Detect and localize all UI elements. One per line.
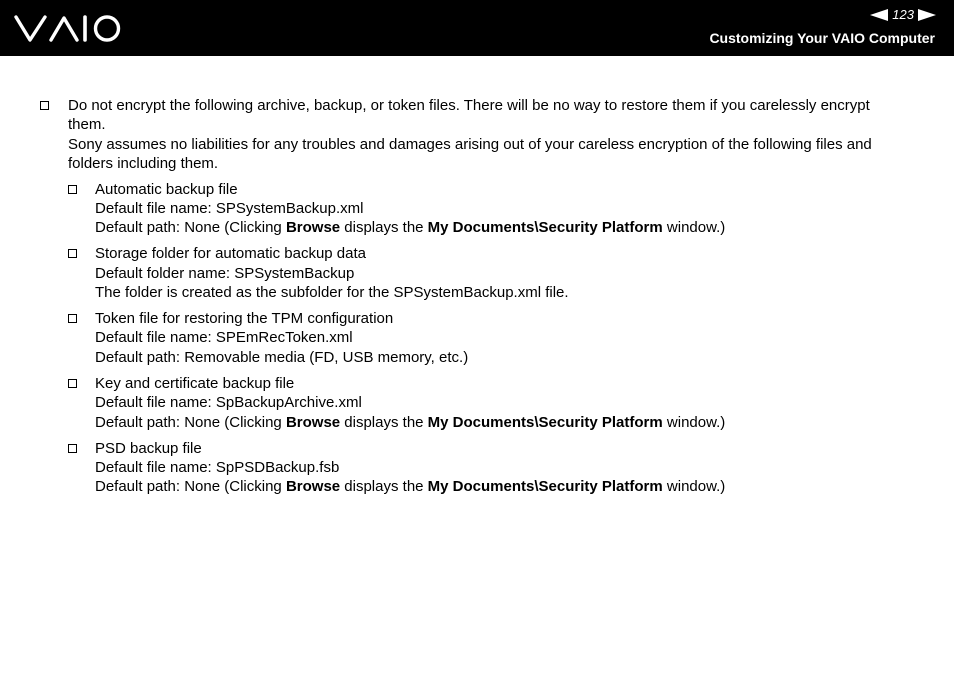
previous-page-arrow-icon[interactable] — [870, 9, 888, 21]
item-detail: Default file name: SpPSDBackup.fsb — [95, 458, 340, 476]
item-detail: Default file name: SpBackupArchive.xml — [95, 394, 362, 412]
warning-list-item — [0, 96, 954, 174]
item-title: Token file for restoring the TPM configuration — [95, 310, 394, 328]
file-list-item — [0, 244, 954, 302]
checkbox-bullet-icon — [68, 185, 77, 194]
item-detail: Default file name: SPSystemBackup.xml — [95, 200, 364, 218]
page-content — [0, 96, 954, 503]
page-navigation — [870, 7, 936, 23]
checkbox-bullet-icon — [68, 249, 77, 258]
browse-label: Browse — [285, 219, 341, 237]
item-path: Default path: None (Clicking Browse displays the My Documents\Security Platform window.) — [95, 478, 726, 496]
vaio-logo — [14, 13, 122, 45]
item-path: Default path: None (Clicking Browse displays the My Documents\Security Platform window.) — [95, 219, 726, 237]
checkbox-bullet-icon — [68, 314, 77, 323]
file-list-item — [0, 180, 954, 238]
item-detail: The folder is created as the subfolder for the SPSystemBackup.xml file. — [95, 284, 569, 302]
next-page-arrow-icon[interactable] — [918, 9, 936, 21]
checkbox-bullet-icon — [68, 444, 77, 453]
text-line: Sony assumes no liabilities for any troubles and damages arising out of your careless encryption of the following files and — [68, 135, 872, 153]
item-detail: Default file name: SPEmRecToken.xml — [95, 329, 353, 347]
browse-label: Browse — [285, 413, 341, 431]
page-number: 123 — [892, 7, 914, 22]
browse-label: Browse — [285, 478, 341, 496]
checkbox-bullet-icon — [68, 379, 77, 388]
text-line: them. — [68, 116, 106, 134]
checkbox-bullet-icon — [40, 101, 49, 110]
file-list-item — [0, 374, 954, 432]
item-detail: Default folder name: SPSystemBackup — [95, 264, 355, 282]
folder-path: My Documents\Security Platform — [427, 478, 663, 496]
item-title: Key and certificate backup file — [95, 374, 295, 392]
file-list-item — [0, 309, 954, 367]
folder-path: My Documents\Security Platform — [427, 413, 663, 431]
item-detail: Default path: Removable media (FD, USB memory, etc.) — [95, 348, 469, 366]
file-list-item — [0, 439, 954, 497]
section-title: Customizing Your VAIO Computer — [709, 30, 935, 46]
item-title: PSD backup file — [95, 439, 202, 457]
item-title: Automatic backup file — [95, 180, 238, 198]
folder-path: My Documents\Security Platform — [427, 219, 663, 237]
item-title: Storage folder for automatic backup data — [95, 245, 366, 263]
page-header — [0, 0, 954, 56]
text-line: Do not encrypt the following archive, backup, or token files. There will be no way to restore them if you carelessly encrypt — [68, 97, 870, 114]
text-line: folders including them. — [68, 155, 219, 173]
item-path: Default path: None (Clicking Browse displays the My Documents\Security Platform window.) — [95, 413, 726, 431]
